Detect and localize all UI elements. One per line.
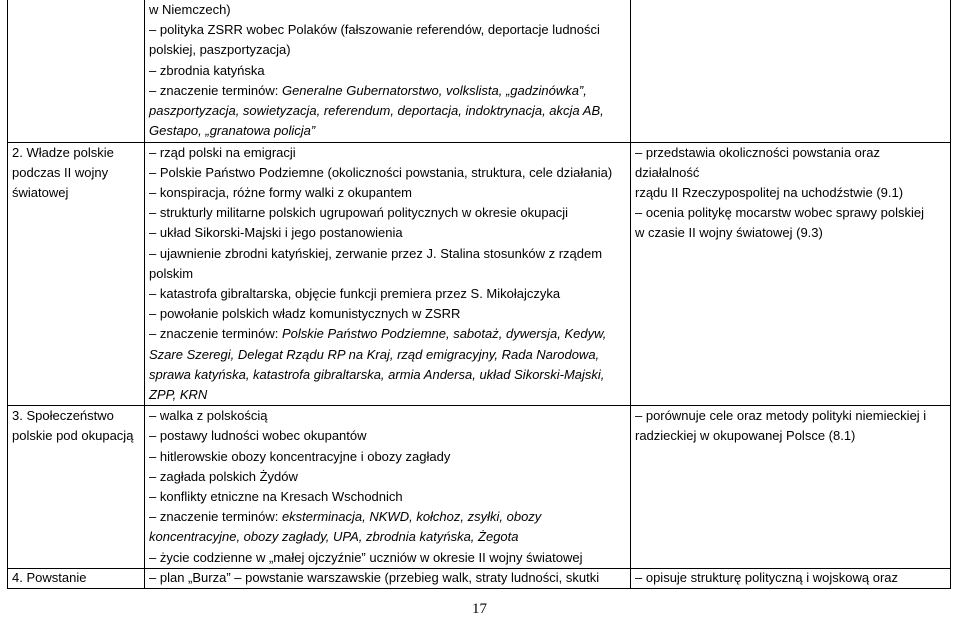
content-cell-line: polskiej, paszportyzacja)	[149, 42, 291, 58]
table-row	[8, 142, 951, 406]
requirements-cell	[631, 0, 951, 142]
topic-cell-line: podczas II wojny	[12, 164, 109, 180]
content-cell-line: Szare Szeregi, Delegat Rządu RP na Kraj, rząd emigracyjny, Rada Narodowa,	[149, 346, 600, 362]
topic-cell	[8, 568, 145, 588]
content-cell-line: polskim	[149, 265, 194, 281]
requirements-cell-line: radzieckiej w okupowanej Polsce (8.1)	[635, 428, 856, 444]
curriculum-table	[7, 0, 951, 589]
content-cell-line: sprawa katyńska, katastrofa gibraltarska, armia Andersa, układ Sikorski-Majski,	[149, 366, 605, 382]
content-cell-line: – znaczenie terminów: Polskie Państwo Podziemne, sabotaż, dywersja, Kedyw,	[149, 326, 607, 342]
requirements-cell-line: działalność	[635, 164, 700, 180]
content-cell-line: Gestapo, „granatowa policja”	[149, 123, 316, 139]
content-cell-line: – walka z polskością	[149, 408, 268, 424]
content-cell-line: ZPP, KRN	[149, 386, 208, 402]
table-row	[8, 0, 951, 142]
content-cell-line: – zbrodnia katyńska	[149, 62, 265, 78]
requirements-cell	[631, 142, 951, 406]
requirements-cell	[631, 568, 951, 588]
requirements-cell-line: – porównuje cele oraz metody polityki niemieckiej i	[635, 408, 927, 424]
table-row	[8, 568, 951, 588]
content-cell	[145, 568, 631, 588]
content-cell-line: – ujawnienie zbrodni katyńskiej, zerwanie przez J. Stalina stosunków z rządem	[149, 245, 603, 261]
content-cell-line: paszportyzacja, sowietyzacja, referendum, deportacja, indoktrynacja, akcja AB,	[149, 103, 604, 119]
requirements-cell-line: rządu II Rzeczypospolitej na uchodźstwie (9.1)	[635, 184, 904, 200]
content-cell-line: – polityka ZSRR wobec Polaków (fałszowanie referendów, deportacje ludności	[149, 22, 600, 38]
content-cell-line: – powołanie polskich władz komunistycznych w ZSRR	[149, 306, 461, 322]
content-cell-line: – hitlerowskie obozy koncentracyjne i obozy zagłady	[149, 448, 451, 464]
content-cell-line: w Niemczech)	[149, 2, 231, 17]
requirements-cell	[631, 406, 951, 569]
content-cell-line: – konflikty etniczne na Kresach Wschodnich	[149, 488, 403, 504]
content-cell-line: – zagłada polskich Żydów	[149, 468, 298, 484]
topic-cell-line: 2. Władze polskie	[12, 144, 114, 160]
topic-cell-line: 3. Społeczeństwo	[12, 408, 114, 424]
requirements-cell-line: – ocenia politykę mocarstw wobec sprawy polskiej	[635, 205, 925, 221]
topic-cell	[8, 0, 145, 142]
topic-cell-line: 4. Powstanie	[12, 569, 87, 585]
content-cell	[145, 406, 631, 569]
topic-cell	[8, 406, 145, 569]
content-cell-line: – Polskie Państwo Podziemne (okoliczności powstania, struktura, cele działania)	[149, 164, 613, 180]
table-row	[8, 406, 951, 569]
content-cell-line: – strukturly militarne polskich ugrupowań politycznych w okresie okupacji	[149, 205, 569, 221]
content-cell-line: koncentracyjne, obozy zagłady, UPA, zbrodnia katyńska, Żegota	[149, 529, 519, 545]
content-cell-line: – znaczenie terminów: Generalne Gubernatorstwo, volkslista, „gadzinówka”,	[149, 82, 587, 98]
topic-cell-line: światowej	[12, 184, 69, 200]
topic-cell-line: polskie pod okupacją	[12, 428, 134, 444]
content-cell-line: – katastrofa gibraltarska, objęcie funkcji premiera przez S. Mikołajczyka	[149, 285, 561, 301]
requirements-cell-line: – opisuje strukturę polityczną i wojskową oraz	[635, 569, 899, 585]
content-cell-line: – plan „Burza” – powstanie warszawskie (przebieg walk, straty ludności, skutki	[149, 569, 600, 585]
content-cell-line: – postawy ludności wobec okupantów	[149, 428, 367, 444]
requirements-cell-line: w czasie II wojny światowej (9.3)	[635, 225, 823, 241]
content-cell	[145, 142, 631, 406]
content-cell-line: – konspiracja, różne formy walki z okupantem	[149, 184, 413, 200]
content-cell-line: – znaczenie terminów: eksterminacja, NKWD, kołchoz, zsyłki, obozy	[149, 509, 542, 525]
content-cell-line: – rząd polski na emigracji	[149, 144, 296, 160]
content-cell-line: – życie codzienne w „małej ojczyźnie” uczniów w okresie II wojny światowej	[149, 549, 583, 565]
topic-cell	[8, 142, 145, 406]
content-cell	[145, 0, 631, 142]
content-cell-line: – układ Sikorski-Majski i jego postanowienia	[149, 225, 403, 241]
page-number: 17	[472, 601, 487, 617]
requirements-cell-line: – przedstawia okoliczności powstania oraz	[635, 144, 880, 160]
